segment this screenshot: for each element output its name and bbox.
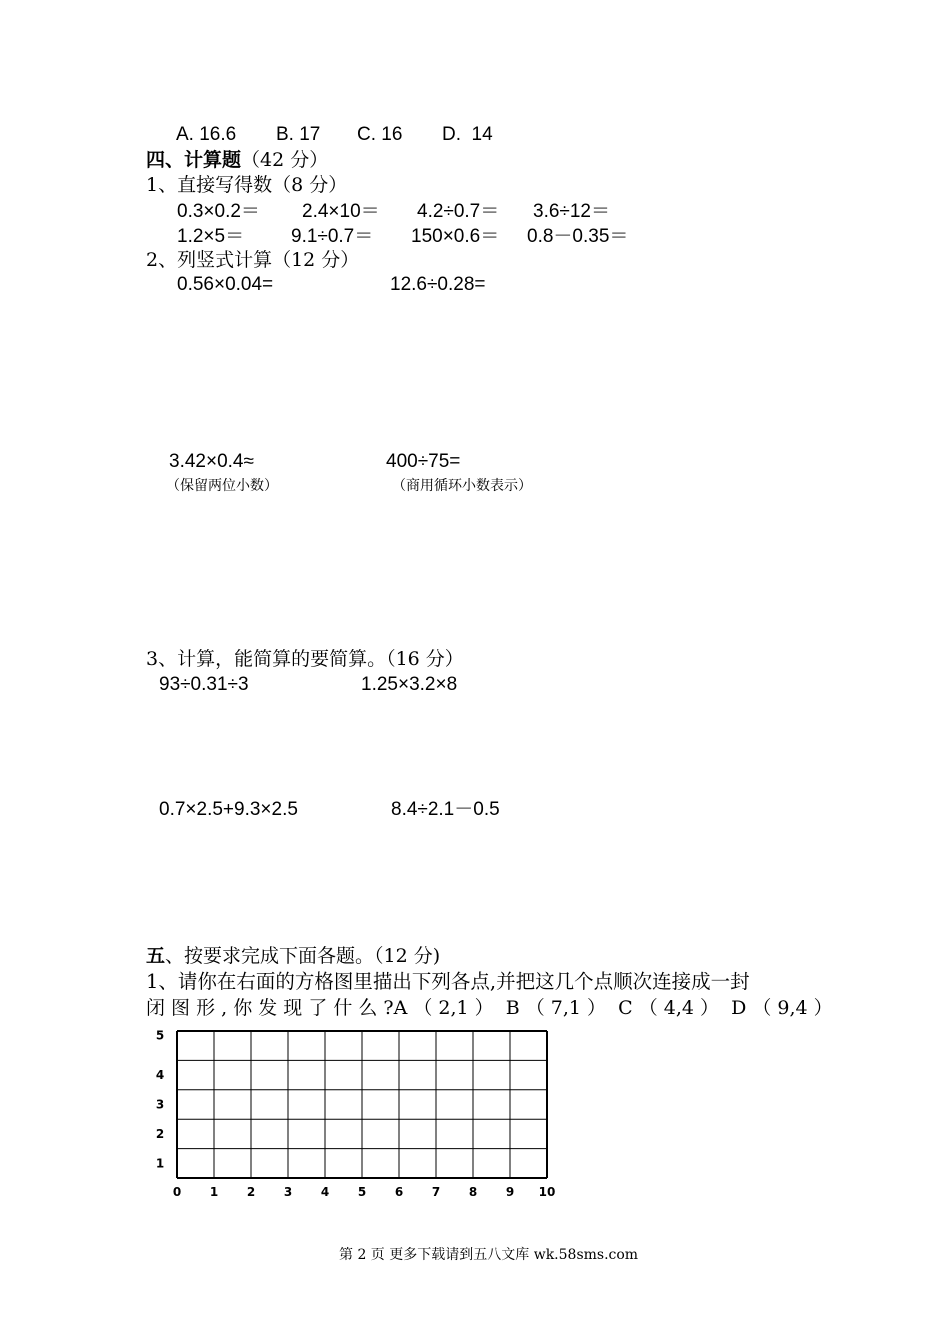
q3-item: 93÷0.31÷3 xyxy=(159,674,249,695)
option-b: B. 17 xyxy=(276,124,321,145)
option-c: C. 16 xyxy=(357,124,403,145)
option-a: A. 16.6 xyxy=(176,124,237,145)
q3-item: 1.25×3.2×8 xyxy=(361,674,458,695)
y-axis-label: 1 xyxy=(155,1156,165,1171)
q1-item: 9.1÷0.7＝ xyxy=(291,226,374,247)
coordinate-grid[interactable] xyxy=(150,1024,570,1204)
q2-note: （保留两位小数） xyxy=(166,478,278,494)
x-axis-label: 6 xyxy=(394,1185,404,1199)
section5-q1-line2: 闭 图 形 , 你 发 现 了 什 么 ?A （ 2,1 ） B （ 7,1 ） C （ 4,4 ） D （ 9,4 ） xyxy=(146,997,833,1019)
section5-number: 五 xyxy=(146,945,166,967)
x-axis-label: 7 xyxy=(431,1185,441,1199)
q2-item: 12.6÷0.28= xyxy=(390,274,486,295)
y-axis-label: 3 xyxy=(155,1097,165,1112)
q1-item: 0.8－0.35＝ xyxy=(527,226,629,247)
section4-score: （42 分） xyxy=(241,149,329,171)
section4-title: 四、计算题 xyxy=(146,149,242,171)
y-axis-label: 2 xyxy=(155,1126,165,1141)
q2-item: 400÷75= xyxy=(386,451,461,472)
q1-item: 0.3×0.2＝ xyxy=(177,201,260,222)
x-axis-label: 2 xyxy=(246,1185,256,1199)
section5-q1-line1: 1、请你在右面的方格图里描出下列各点,并把这几个点顺次连接成一封 xyxy=(146,970,750,993)
q2-note: （商用循环小数表示） xyxy=(392,478,532,494)
q1-item: 3.6÷12＝ xyxy=(533,201,610,222)
q2-title: 2、列竖式计算（12 分） xyxy=(146,249,360,271)
q1-item: 1.2×5＝ xyxy=(177,226,245,247)
q1-item: 150×0.6＝ xyxy=(411,226,500,247)
q1-item: 4.2÷0.7＝ xyxy=(417,201,500,222)
q3-title: 3、计算，能简算的要简算。（16 分） xyxy=(146,648,464,670)
x-axis-label: 3 xyxy=(283,1185,293,1199)
q2-item: 0.56×0.04= xyxy=(177,274,274,295)
x-axis-label: 10 xyxy=(538,1185,556,1199)
y-axis-label: 4 xyxy=(155,1068,165,1083)
x-axis-label: 0 xyxy=(172,1185,182,1199)
page-footer: 第 2 页 更多下载请到五八文库 wk.58sms.com xyxy=(339,1247,639,1263)
section4-heading xyxy=(146,148,328,172)
x-axis-label: 8 xyxy=(468,1185,478,1199)
q2-item: 3.42×0.4≈ xyxy=(169,451,254,472)
q1-item: 2.4×10＝ xyxy=(302,201,380,222)
x-axis-label: 1 xyxy=(209,1185,219,1199)
x-axis-label: 5 xyxy=(357,1185,367,1199)
q3-item: 8.4÷2.1－0.5 xyxy=(391,799,500,820)
option-d: D. 14 xyxy=(442,124,493,145)
x-axis-label: 9 xyxy=(505,1185,515,1199)
y-axis-label: 5 xyxy=(155,1028,165,1043)
section5-heading xyxy=(146,944,440,968)
q1-title: 1、直接写得数（8 分） xyxy=(146,174,348,196)
q3-item: 0.7×2.5+9.3×2.5 xyxy=(159,799,298,820)
x-axis-label: 4 xyxy=(320,1185,330,1199)
section5-title: 、按要求完成下面各题。（12 分) xyxy=(165,945,441,967)
